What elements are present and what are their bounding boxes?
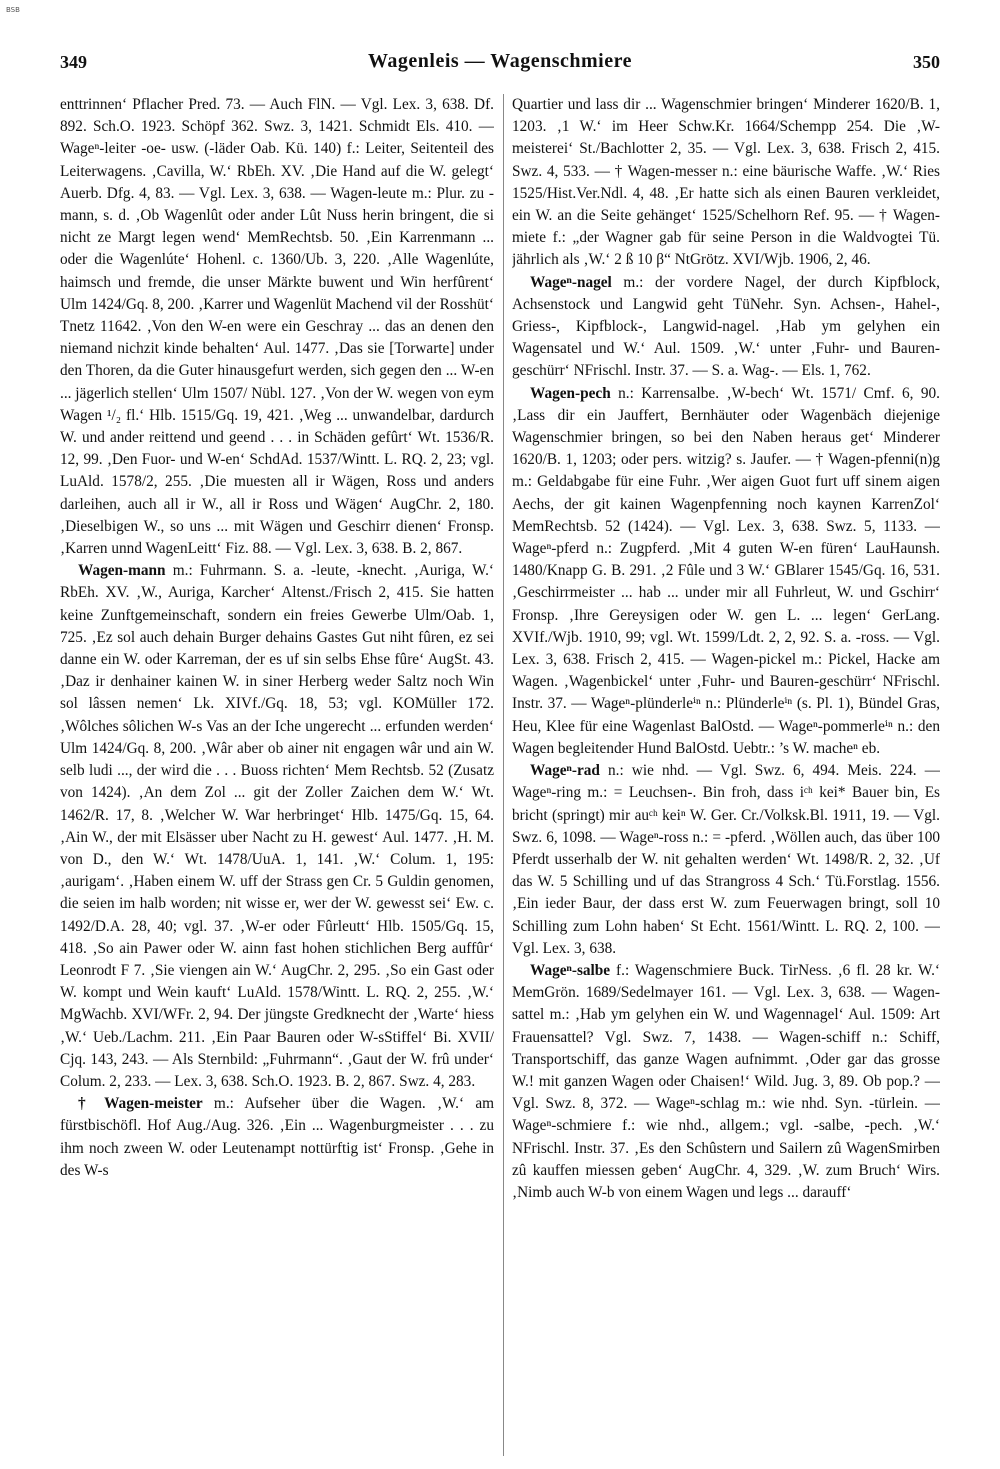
entry-text: n.: wie nhd. — Vgl. Swz. 6, 494. Meis. 224. — Wageⁿ-ring m.: = Leuchsen-. Bin froh, dass iᶜʰ kei* Bauer bin, Es bricht (springt) mir auᶜʰ keiⁿ W. Ger. Cr./Volksk.Bl. 1911, 19. — Vgl. Swz. 6, 1098. — Wageⁿ-ross n.: = -pferd. ‚Wöllen auch, das über 100 Pferdt usserhalb der W. nit gehalten werden‘ Wt. 1498/R. 2, 32. ‚Uf das W. 5 Schilling und uf das Strangross 4 Sch.‘ Tü.Forstlag. 1556. ‚Ein ieder Baur, der dass erst W. zum Feuerwagen bringt, soll 10 Schilling zum Lohn haben‘ St Echt. 1561/Wintt. L. RQ. 2, 100. — Vgl. Lex. 3, 638. — [512, 762, 940, 957]
dictionary-entry — [512, 960, 940, 1204]
library-stamp: BSB — [6, 6, 20, 14]
entry-text: m.: Fuhrmann. S. a. -leute, -knecht. ‚Auriga, W.‘ RbEh. XV. ‚W., Auriga, Karcher‘ Altenst./Frisch 2, 415. Sie hatten keine Zunftgemeinschaft, sondern ein freies Gewerbe Ulm/Oab. 1, 725. ‚Ez sol auch dehain Burger dehains Gastes Gut niht fûren, ez sei danne ein W. oder Karreman, der es uf sin selbs Ehse fûre‘ AugSt. 43. ‚Daz ir denhainer kainen W. in siner Herberg weder Saltz noch Win sol lâssen nemen‘ Lk. XIVf./Gq. 18, 53; vgl. KOMüller 172. ‚Wôlches sôlichen W-s Vas an der Iche ungerecht ... erfunden werden‘ Ulm 1424/Gq. 8, 200. ‚Wâr aber ob ainer nit engagen wâr und ain W. selb ludi ..., der wird die . . . Buoss richten‘ Mem Rechtsb. 52 (Zusatz von 1424). ‚An dem Zol ... git der Zoller Zaichen dem W.‘ Wt. 1462/R. 17, 8. ‚Welcher W. War herbringet‘ Hlb. 1475/Gq. 15, 64. ‚Ain W., der mit Elsässer uber Nacht zu H. gewest‘ Aul. 1477. ‚H. M. von D., den W.‘ Wt. 1478/UuA. 1, 141. ‚W.‘ Colum. 1, 195: ‚aurigam‘. ‚Haben einem W. uff der Strass gen Cr. 5 Guldin genomen, die seien im halb worden; nit wisse er, wer der W. gewesst sei‘ Ew. c. 1492/D.A. 28, 40; vgl. 37. ‚W-er oder Fûrleutt‘ Hlb. 1505/Gq. 15, 418. ‚So ain Pawer oder W. ainn fast hohen stichlichen Berg auffûr‘ Leonrodt F 7. ‚Sie viengen ain W.‘ AugChr. 2, 295. ‚So ein Gast oder W. kompt und Wein kauft‘ LuAld. 1578/Wintt. L. RQ. 2, 255. ‚W.‘ MgWachb. XVI/WFr. 2, 94. Der jüngste Gredknecht der ‚Warte‘ hiess ‚W.‘ Ueb./Lachm. 211. ‚Ein Paar Bauren oder W-sStiffel‘ Bi. XVII/ Cjq. 143, 243. — Als Sternbild: „Fuhrmann“. ‚Gaut der W. frû under‘ Colum. 2, 233. — Lex. 3, 638. Sch.O. 1923. B. 2, 867. Swz. 4, 283. — [60, 562, 494, 1090]
dictionary-entry — [512, 272, 940, 383]
entry-text: n.: Karrensalbe. ‚W-bech‘ Wt. 1571/ Cmf. 6, 90. ‚Lass dir ein Jauffert, Bernhäuter oder Wagenbäch diejenige Wagenschmier bringen, so bei den Naben heraus get‘ Minderer 1620/B. 1, 1203; oder pers. witzig? s. Jaufer. — † Wagen-pfenni(n)g m.: Geldabgabe für eine Fuhr. ‚Wer aigen Guot furt uff sinem aigen Aechs, der git kainen Wagenpfenning noch kaynen KarrenZol‘ MemRechtsb. 52 (1424). — Vgl. Lex. 3, 638. Swz. 5, 1133. — Wageⁿ-pferd n.: Zugpferd. ‚Mit 4 guten W-en füren‘ LauHaunsh. 1480/Knapp G. B. 291. ‚2 Fûle und 3 W.‘ GBlarer 1545/Gq. 16, 531. ‚Geschirrmeister ... hab ... under mir all Fuhrleut, W. und Gschirr‘ Fronsp. ‚Ihre Gereysigen oder W. gen L. ... legen‘ GerLang. XVIf./Wjb. 1910, 99; vgl. Wt. 1599/Ldt. 2, 2, 92. S. a. -ross. — Vgl. Lex. 3, 638. Frisch 2, 415. — Wagen-pickel m.: Pickel, Hacke am Wagen. ‚Wagenbickel‘ unter ‚Fuhr- und Bauren-geschürr‘ NFrischl. Instr. 37. — Wageⁿ-plünderleⁱⁿ n.: Plünderleⁱⁿ (s. Pl. 1), Bündel Gras, Heu, Klee für eine Wagenlast BalOstd. — Wageⁿ-pommerleⁱⁿ n.: den Wagen begleitender Hund BalOstd. Uebtr.: ’s W. macheⁿ eb. — [512, 384, 940, 757]
entry-headword: Wageⁿ-nagel — [530, 273, 612, 291]
dictionary-entry — [60, 1093, 494, 1182]
entry-headword: Wageⁿ-salbe — [530, 961, 611, 979]
entry-headword: Wagen-pech — [530, 384, 611, 402]
dictionary-entry — [60, 560, 494, 1093]
entry-headword: † Wagen-meister — [78, 1095, 203, 1113]
entry-text: m.: der vordere Nagel, der durch Kipfblock, Achsenstock und Langwid geht TüNehr. Syn. Achsen-, Hahel-, Griess-, Kipfblock-, Langwid-nagel. ‚Hab ym gelyhen ein Wagensatel und W.‘ Aul. 1509. ‚W.‘ unter ‚Fuhr- und Bauren-geschürr‘ NFrischl. Instr. 37. — S. a. Wag-. — Els. 1, 762. — [512, 273, 940, 380]
dictionary-entry — [512, 94, 940, 272]
page-title: Wagenleis — Wagenschmiere — [368, 50, 632, 72]
entry-headword: Wageⁿ-rad — [530, 762, 600, 780]
dictionary-entry — [60, 94, 494, 560]
dictionary-entry — [512, 383, 940, 760]
entry-text: Quartier und lass dir ... Wagenschmier bringen‘ Minderer 1620/B. 1, 1203. ‚1 W.‘ im Heer Schw.Kr. 1664/Schempp 254. Die ‚W-meisterei‘ St./Bachlotter 2, 35. — Vgl. Lex. 3, 638. Frisch 2, 415. Swz. 4, 533. — † Wagen-messer n.: eine bäurische Waffe. ‚W.‘ Ries 1525/Hist.Ver.Ndl. 4, 48. ‚Er hatte sich als einen Bauren verkleidet, ein W. an die Seite gehänget‘ 1525/Schelhorn Ref. 95. — † Wagen-miete f.: „der Wagner gab für seine Person in die Waldvogtei Tü. jährlich als ‚W.‘ 2 ß 10 β“ NtGrötz. XVI/Wjb. 1906, 2, 46. — [512, 96, 940, 269]
dictionary-entry — [512, 760, 940, 960]
page-header — [60, 50, 940, 80]
text-columns — [60, 94, 940, 1456]
left-column — [60, 94, 494, 1456]
entry-text: enttrinnen‘ Pflacher Pred. 73. — Auch FlN. — Vgl. Lex. 3, 638. Df. 892. Sch.O. 1923. Schöpf 362. Swz. 3, 1421. Schmidt Els. 410. — Wageⁿ-leiter -oe- usw. (-läder Oab. Kü. 140) f.: Leiter, Seitenteil des Leiterwagens. ‚Cavilla, W.‘ RbEh. XV. ‚Die Hand auf die W. gelegt‘ Auerb. Dfg. 4, 83. — Vgl. Lex. 3, 638. — Wagen-leute m.: Plur. zu -mann, s. d. ‚Ob Wagenlût oder ander Lût Nuss herin bringent, die si nicht ze Margt legen wend‘ MemRechtsb. 50. ‚Ein Karrenmann ... oder die Wagenlúte‘ Hohenl. c. 1360/Ub. 3, 220. ‚Alle Wagenlúte, haimsch und fremde, die unser Märkte buwent und Win herfûrent‘ Ulm 1424/Gq. 8, 200. ‚Karrer und Wagenlüt Machend vil der Rosshüt‘ Tnetz 11642. ‚Von den W-en were ein Geschray ... das an denen den niemand nichzit kinde behalten‘ Aul. 1477. ‚Das sie [Torwarte] under den Thoren, da die Guter hinausgefurt werden, sich gegen den ... W-en ... jägerlich stellen‘ Ulm 1507/ Nübl. 127. ‚Von der W. wegen von eym Wagen ¹/₂ fl.‘ Hlb. 1515/Gq. 19, 421. ‚Weg ... unwandelbar, dardurch W. und ander reittend und geend . . . in Schäden gefûrt‘ Wt. 1536/R. 12, 99. ‚Den Fuor- und W-en‘ SchdAd. 1537/Wintt. L. RQ. 2, 23; vgl. LuAld. 1578/2, 255. ‚Die muesten all ir Wägen, Ross und anders darleihen, auch all ir W., all ir Ross und Wägen‘ AugChr. 2, 180. ‚Dieselbigen W., so uns ... mit Wägen und Geschirr dienen‘ Fronsp. ‚Karren unnd WagenLeitt‘ Fiz. 88. — Vgl. Lex. 3, 638. B. 2, 867. — [60, 96, 494, 558]
page-number-right: 350 — [913, 52, 940, 72]
entry-headword: Wagen-mann — [78, 562, 166, 580]
entry-text: m.: Aufseher über die Wagen. ‚W.‘ am fürstbischöfl. Hof Aug./Aug. 326. ‚Ein ... Wagenburgmeister . . . zu ihm noch zween W. oder Leutenampt nottürftig ist‘ Fronsp. ‚Gehe in des W-s — [60, 1095, 494, 1179]
entry-text: f.: Wagenschmiere Buck. TirNess. ‚6 fl. 28 kr. W.‘ MemGrön. 1689/Sedelmayer 161. — Vgl. Lex. 3, 638. — Wagen-sattel m.: ‚Hab ym gelyhen ein W. und Wagennagel‘ Aul. 1509: Art Frauensattel? Vgl. Swz. 7, 1438. — Wagen-schiff n.: Schiff, Transportschiff, das ganze Wagen aufnimmt. ‚Oder gar das grosse W.! mit ganzen Wagen oder Chaisen!‘ Wild. Jug. 3, 89. Ob pop.? — Vgl. Swz. 8, 372. — Wageⁿ-schlag m.: wie nhd. Syn. -türlein. — Wageⁿ-schmiere f.: wie nhd., allgem.; vgl. -salbe, -pech. ‚W.‘ NFrischl. Instr. 37. ‚Es den Schûstern und Sailern zû WagenSmirben zû kauffen miessen geben‘ AugChr. 4, 329. ‚W. zum Bruch‘ Wirs. ‚Nimb auch W-b von einem Wagen und legs ... darauff‘ — [512, 961, 940, 1201]
page-number-left: 349 — [60, 52, 87, 72]
right-column — [512, 94, 940, 1456]
